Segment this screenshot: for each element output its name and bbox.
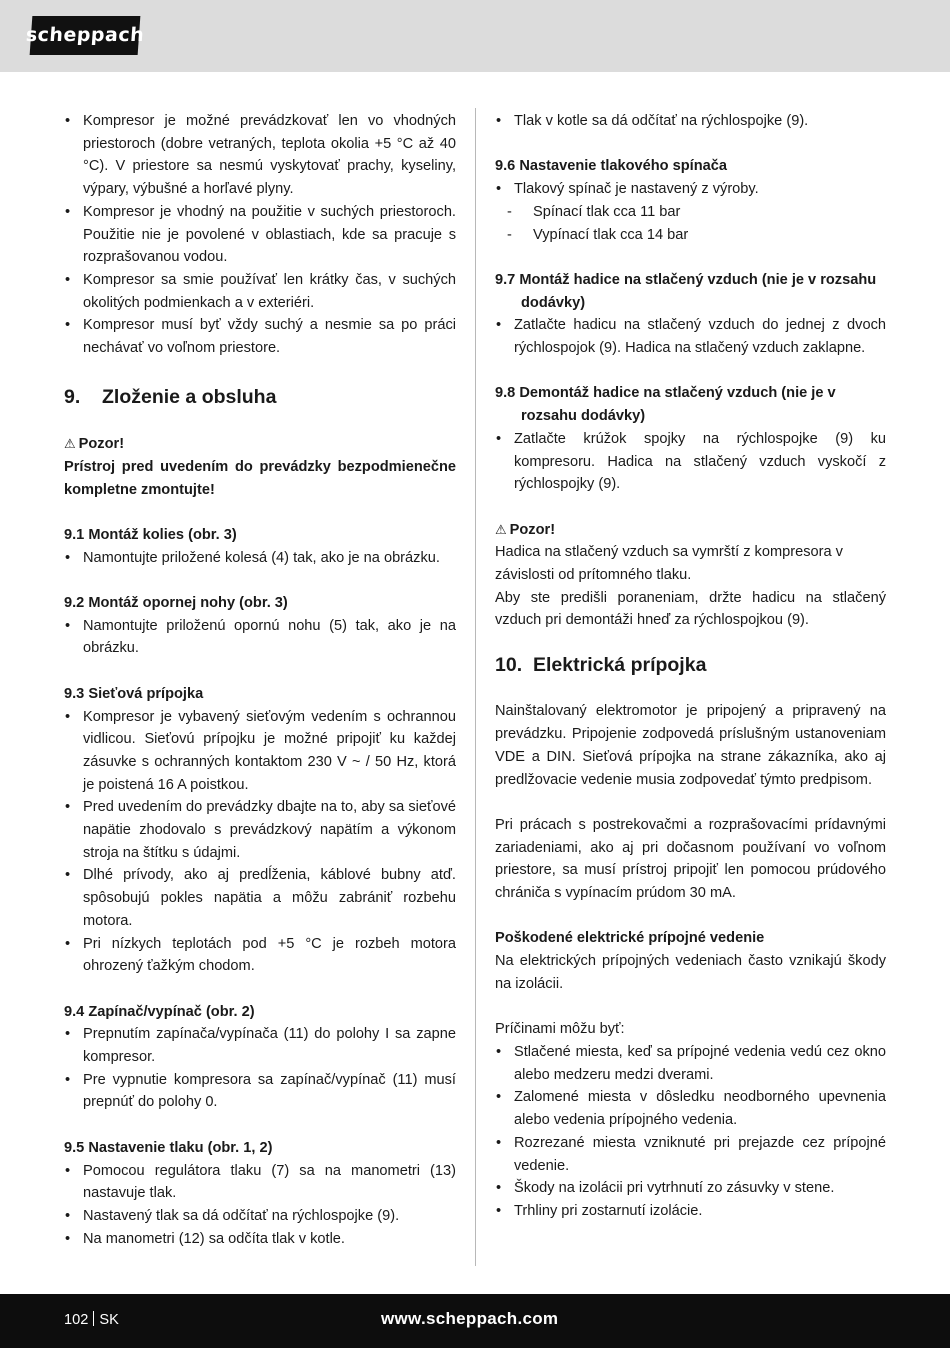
subsection-heading: 9.6 Nastavenie tlakového spínača <box>495 158 727 175</box>
section-number: 9. <box>64 386 81 409</box>
list-item: • Tlak v kotle sa dá odčítať na rýchlospojke (9). <box>495 110 886 133</box>
warning-title: ⚠ Pozor! <box>495 521 556 538</box>
list-item: • Namontujte priloženú opornú nohu (5) tak, ako je na obrázku. <box>64 615 456 660</box>
list-item: • Zatlačte krúžok spojky na rýchlospojke (9) ku kompresoru. Hadica na stlačený vzduch vyskočí z rýchlospojky (9). <box>495 428 886 496</box>
list-item: • Zatlačte hadicu na stlačený vzduch do jednej z dvoch rýchlospojok (9). Hadica na stlačený vzduch zaklapne. <box>495 314 886 359</box>
paragraph: Pri prácach s postrekovačmi a rozprašovacími prídavnými zariadeniami, ako aj pri dočasnom používaní vo voľnom priestore, sa musí prístroj pripojiť len pomocou prúdového chrániča s vypínacím prúdom 30 mA. <box>495 816 886 902</box>
list-item: • Nastavený tlak sa dá odčítať na rýchlospojke (9). <box>64 1205 456 1228</box>
section-heading-10 <box>495 653 886 677</box>
dash-item: - Spínací tlak cca 11 bar <box>495 201 886 224</box>
list-item: • Pri nízkych teplotách pod +5 °C je rozbeh motora ohrozený ťažkým chodom. <box>64 933 456 978</box>
list-item: • Namontujte priložené kolesá (4) tak, ako je na obrázku. <box>64 547 456 570</box>
list-item: • Kompresor je možné prevádzkovať len vo vhodných priestoroch (dobre vetraných, teplota okolia +5 °C až 40 °C). V priestore sa nesmú vyskytovať prachy, kyseliny, výpary, výbušné a horľavé plyny. <box>64 110 456 201</box>
warning-text: Hadica na stlačený vzduch sa vymrští z kompresora v závislosti od prítomného tlaku. <box>495 544 843 583</box>
paragraph: Príčinami môžu byť: <box>495 1021 625 1038</box>
list-item: • Kompresor sa smie používať len krátky čas, v suchých okolitých podmienkach a v exteriéri. <box>64 269 456 314</box>
list-item: • Dlhé prívody, ako aj predĺženia, káblové bubny atď. spôsobujú pokles napätia a môžu zabrániť rozbehu motora. <box>64 864 456 932</box>
list-item: • Na manometri (12) sa odčíta tlak v kotle. <box>64 1228 456 1251</box>
paragraph: Na elektrických prípojných vedeniach často vznikajú škody na izolácii. <box>495 953 886 992</box>
website-link[interactable]: www.scheppach.com <box>381 1309 559 1328</box>
section-number: 10. <box>495 653 523 676</box>
warning-title: ⚠ Pozor! <box>64 436 125 453</box>
list-item: • Kompresor je vybavený sieťovým vedením s ochrannou vidlicou. Sieťovú prípojku je možné pripojiť ku každej zásuvke s ochranných kontaktom 230 V ~ / 50 Hz, ktorá je poistená 16 A poistkou. <box>64 706 456 797</box>
subsection-heading: 9.2 Montáž opornej nohy (obr. 3) <box>64 595 288 611</box>
page-header <box>0 0 950 72</box>
scheppach-logo: scheppach <box>30 16 141 55</box>
subsection-heading: 9.3 Sieťová prípojka <box>64 685 204 702</box>
list-item: • Kompresor je vhodný na použitie v suchých priestoroch. Použitie nie je povolené v oblastiach, kde sa pracuje s rozprašovanou vodou. <box>64 201 456 269</box>
page-footer <box>0 1294 950 1348</box>
dash-item: - Vypínací tlak cca 14 bar <box>495 224 886 247</box>
list-item: • Stlačené miesta, keď sa prípojné vedenia vedú cez okno alebo medzeru medzi dverami. <box>495 1041 886 1086</box>
subsection-heading: 9.5 Nastavenie tlaku (obr. 1, 2) <box>64 1139 273 1156</box>
subsection-heading: 9.1 Montáž kolies (obr. 3) <box>64 526 237 543</box>
page-number: 102 SK <box>64 1312 119 1328</box>
list-item: • Rozrezané miesta vzniknuté pri prejazde cez prípojné vedenie. <box>495 1132 886 1177</box>
warning-text: Aby ste predišli poraneniam, držte hadicu na stlačený vzduch pri demontáži hneď za rýchlospojkou (9). <box>495 589 886 629</box>
section-heading-9 <box>64 385 456 409</box>
subsection-heading: 9.7 Montáž hadice na stlačený vzduch (nie je v rozsahu dodávky) <box>495 271 877 311</box>
subsection-heading: 9.8 Demontáž hadice na stlačený vzduch (nie je v rozsahu dodávky) <box>495 385 836 425</box>
paragraph: Nainštalovaný elektromotor je pripojený a pripravený na prevádzku. Pripojenie zodpovedá príslušným ustanoveniam VDE a DIN. Sieťová prípojka na strane zákazníka, ako aj predlžovacie vedenie musia zodpovedať týmto predpisom. <box>495 703 886 788</box>
column-divider <box>475 108 476 1266</box>
left-column <box>64 110 456 1250</box>
list-item: • Škody na izolácii pri vytrhnutí zo zásuvky v stene. <box>495 1177 886 1200</box>
warning-icon: ⚠ <box>495 521 507 537</box>
section-title: Elektrická prípojka <box>533 653 707 676</box>
warning-text: Prístroj pred uvedením do prevádzky bezpodmienečne kompletne zmontujte! <box>64 458 456 498</box>
list-item: • Zalomené miesta v dôsledku neodborného upevnenia alebo vedenia prípojného vedenia. <box>495 1086 886 1131</box>
section-title: Zloženie a obsluha <box>102 386 277 409</box>
list-item: • Kompresor musí byť vždy suchý a nesmie sa po práci nechávať vo voľnom priestore. <box>64 314 456 359</box>
list-item: • Trhliny pri zostarnutí izolácie. <box>495 1200 886 1223</box>
warning-icon: ⚠ <box>64 436 76 452</box>
list-item: • Prepnutím zapínača/vypínača (11) do polohy I sa zapne kompresor. <box>64 1023 456 1068</box>
list-item: • Tlakový spínač je nastavený z výroby. <box>495 178 886 201</box>
right-column <box>495 110 886 1223</box>
list-item: • Pred uvedením do prevádzky dbajte na to, aby sa sieťové napätie zhodovalo s prevádzkový napätím a výkonom stroja na štítku s údajmi. <box>64 796 456 864</box>
subsection-heading: 9.4 Zapínač/vypínač (obr. 2) <box>64 1003 255 1020</box>
list-item: • Pomocou regulátora tlaku (7) sa na manometri (13) nastavuje tlak. <box>64 1160 456 1205</box>
list-item: • Pre vypnutie kompresora sa zapínač/vypínač (11) musí prepnúť do polohy 0. <box>64 1069 456 1114</box>
subsection-heading: Poškodené elektrické prípojné vedenie <box>495 930 765 947</box>
